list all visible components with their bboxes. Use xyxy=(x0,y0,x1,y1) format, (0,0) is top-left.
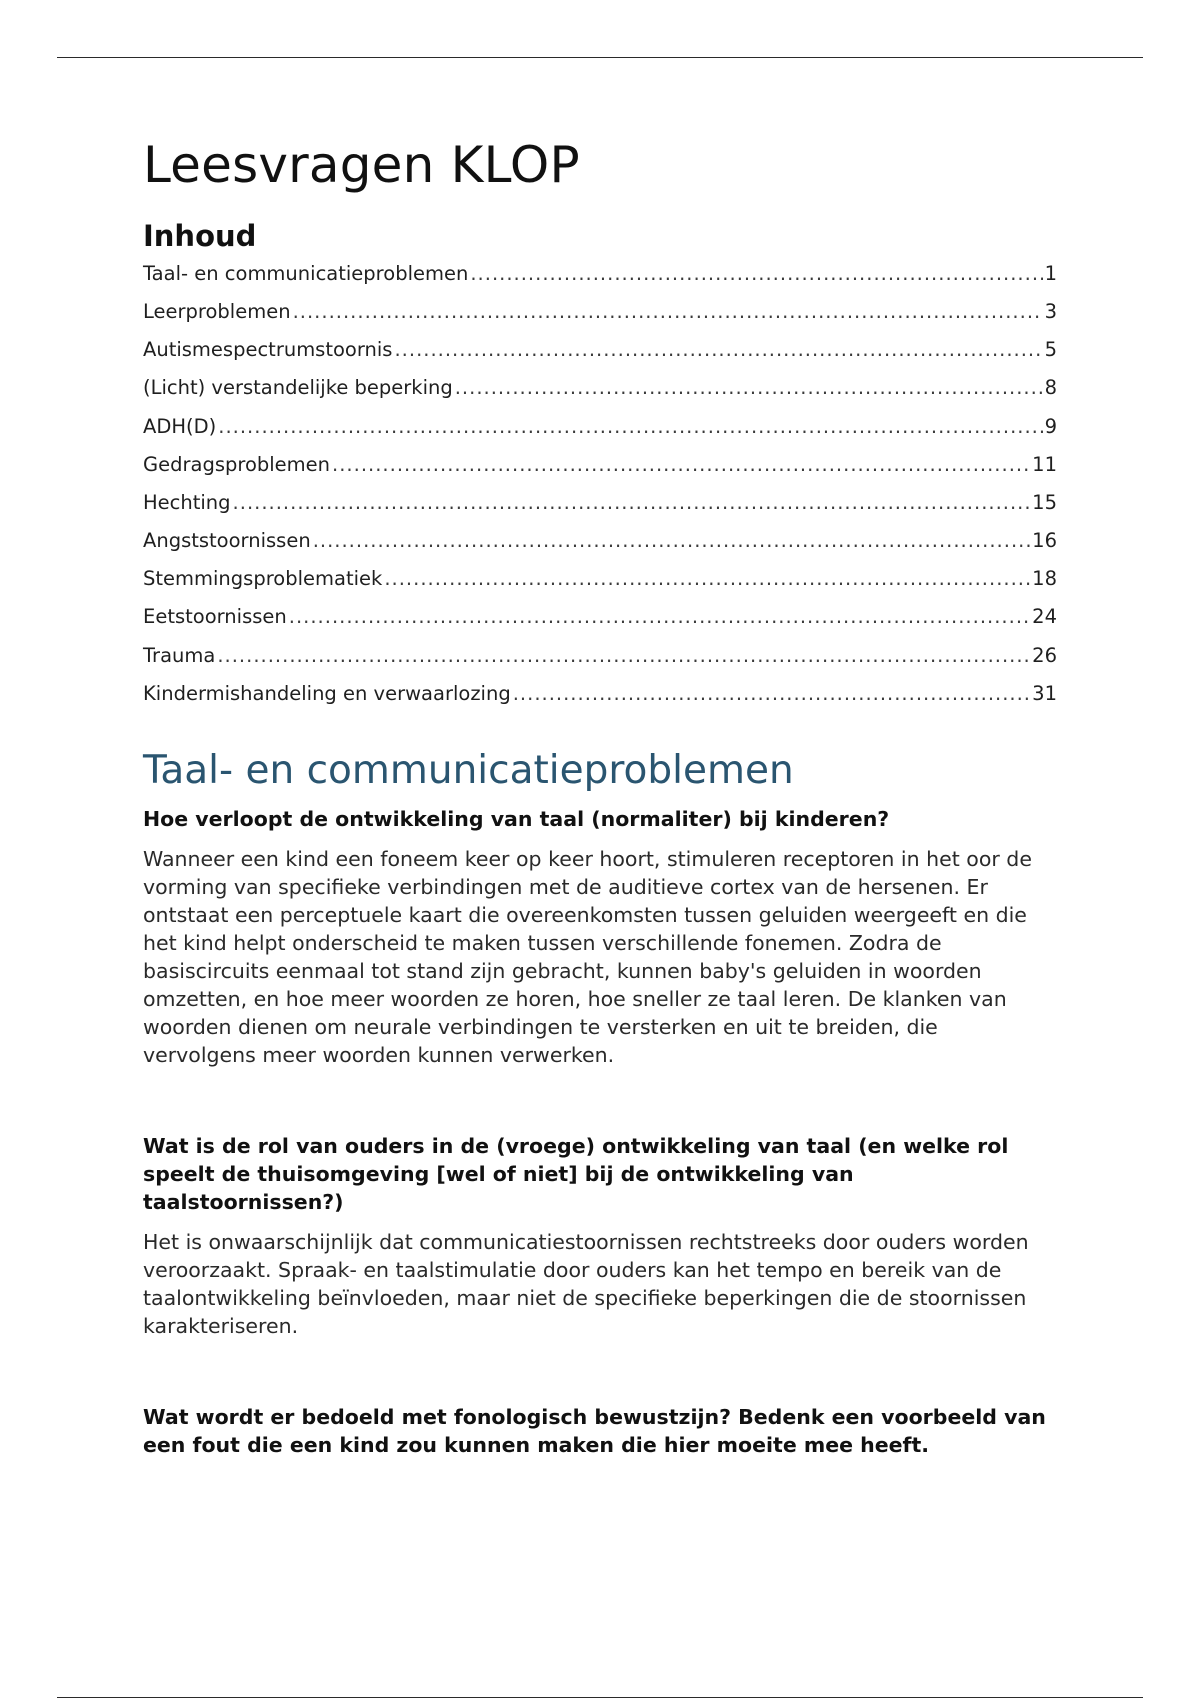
question-heading: Wat is de rol van ouders in de (vroege) ontwikkeling van taal (en welke rol speelt de thuisomgeving [wel of niet] bij de ontwikkeling van taalstoornissen?) xyxy=(143,1133,1009,1214)
toc-entry-label: Stemmingsproblematiek xyxy=(143,567,383,591)
toc-entry-trauma[interactable] xyxy=(143,644,1057,682)
toc-dot-leader xyxy=(293,300,1043,323)
toc-entry-label: Taal- en communicatieproblemen xyxy=(143,261,469,285)
toc-dot-leader xyxy=(289,605,1030,628)
toc-entry-page: 18 xyxy=(1032,567,1057,591)
document-body xyxy=(143,135,1057,1459)
toc-heading: Inhoud xyxy=(143,219,257,253)
toc-entry-autismespectrumstoornis[interactable] xyxy=(143,338,1057,376)
toc-entry-page: 8 xyxy=(1044,376,1057,400)
toc-dot-leader xyxy=(233,491,1031,514)
toc-entry-hechting[interactable] xyxy=(143,491,1057,529)
toc-entry-label: Hechting xyxy=(143,490,231,514)
toc-dot-leader xyxy=(394,338,1042,361)
toc-entry-page: 15 xyxy=(1032,490,1057,514)
answer-paragraph: Het is onwaarschijnlijk dat communicatiestoornissen rechtstreeks door ouders worden veroorzaakt. Spraak- en taalstimulatie door ouders kan het tempo en bereik van de taalontwikkeling beïnvloeden, maar niet de specifieke beperkingen die de stoornissen karakteriseren. xyxy=(143,1229,1029,1338)
toc-entry-page: 24 xyxy=(1032,605,1057,629)
toc-entry-gedragsproblemen[interactable] xyxy=(143,453,1057,491)
toc-entry-label: Angststoornissen xyxy=(143,529,311,553)
toc-entry-leerproblemen[interactable] xyxy=(143,300,1057,338)
toc-entry-label: ADH(D) xyxy=(143,414,217,438)
toc-dot-leader xyxy=(313,529,1030,552)
toc-entry-label: Autismespectrumstoornis xyxy=(143,338,393,362)
toc-dot-leader xyxy=(470,262,1042,285)
toc-entry-label: Eetstoornissen xyxy=(143,605,287,629)
toc-dot-leader xyxy=(332,453,1030,476)
toc-entry-label: Trauma xyxy=(143,643,216,667)
section-title: Taal- en communicatieproblemen xyxy=(143,748,794,794)
question-heading: Hoe verloopt de ontwikkeling van taal (normaliter) bij kinderen? xyxy=(143,806,890,831)
toc-entry-verstandelijke-beperking[interactable] xyxy=(143,376,1057,414)
table-of-contents xyxy=(143,262,1057,720)
toc-entry-eetstoornissen[interactable] xyxy=(143,605,1057,643)
toc-entry-page: 16 xyxy=(1032,529,1057,553)
toc-entry-page: 31 xyxy=(1032,681,1057,705)
toc-entry-taal-en-communicatieproblemen[interactable] xyxy=(143,262,1057,300)
toc-entry-stemmingsproblematiek[interactable] xyxy=(143,567,1057,605)
question-heading: Wat wordt er bedoeld met fonologisch bewustzijn? Bedenk een voorbeeld van een fout die een kind zou kunnen maken die hier moeite mee heeft. xyxy=(143,1404,1046,1457)
answer-paragraph: Wanneer een kind een foneem keer op keer hoort, stimuleren receptoren in het oor de vorming van specifieke verbindingen met de auditieve cortex van de hersenen. Er ontstaat een perceptuele kaart die overeenkomsten tussen geluiden weergeeft en die het kind helpt onderscheid te maken tussen verschillende fonemen. Zodra de basiscircuits eenmaal tot stand zijn gebracht, kunnen baby's geluiden in woorden omzetten, en hoe meer woorden ze horen, hoe sneller ze taal leren. De klanken van woorden dienen om neurale verbindingen te versterken en uit te breiden, die vervolgens meer woorden kunnen verwerken. xyxy=(143,846,1032,1067)
toc-entry-label: Kindermishandeling en verwaarlozing xyxy=(143,681,511,705)
toc-entry-label: Leerproblemen xyxy=(143,299,291,323)
toc-dot-leader xyxy=(513,682,1030,705)
toc-entry-page: 9 xyxy=(1044,414,1057,438)
toc-entry-adhd[interactable] xyxy=(143,415,1057,453)
toc-dot-leader xyxy=(217,644,1030,667)
header-rule xyxy=(57,57,1143,58)
toc-dot-leader xyxy=(384,567,1030,590)
toc-entry-label: (Licht) verstandelijke beperking xyxy=(143,376,453,400)
toc-entry-page: 11 xyxy=(1032,452,1057,476)
document-title: Leesvragen KLOP xyxy=(143,136,580,194)
toc-dot-leader xyxy=(218,415,1042,438)
toc-entry-angststoornissen[interactable] xyxy=(143,529,1057,567)
toc-entry-page: 5 xyxy=(1044,338,1057,362)
footer-rule xyxy=(57,1697,1143,1698)
toc-entry-kindermishandeling[interactable] xyxy=(143,682,1057,720)
toc-entry-page: 26 xyxy=(1032,643,1057,667)
toc-entry-page: 3 xyxy=(1044,299,1057,323)
toc-entry-label: Gedragsproblemen xyxy=(143,452,331,476)
toc-entry-page: 1 xyxy=(1044,261,1057,285)
toc-dot-leader xyxy=(455,376,1043,399)
